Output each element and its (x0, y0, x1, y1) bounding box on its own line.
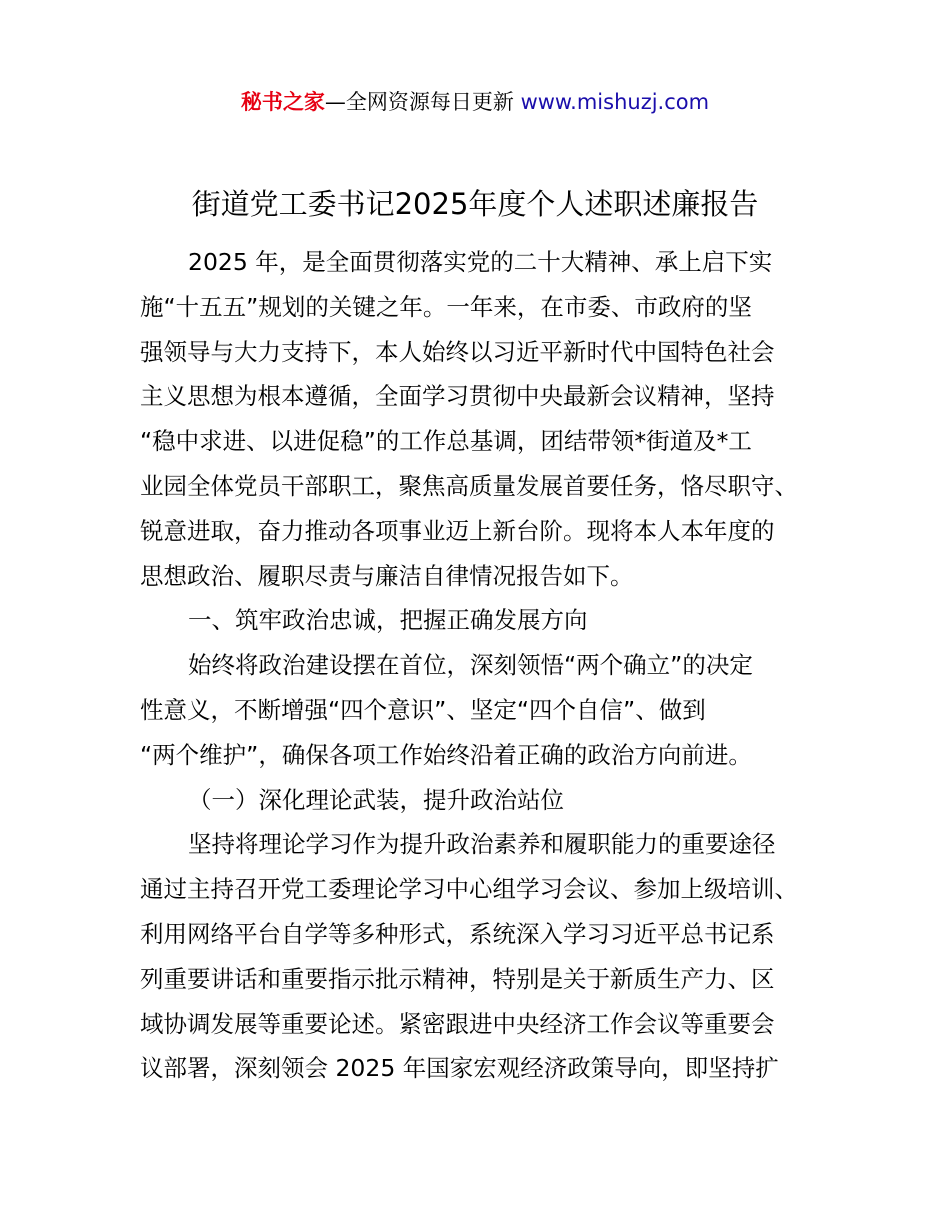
site-header (0, 86, 950, 118)
text-line: 2025 年，是全面贯彻落实党的二十大精神、承上启下实 (188, 248, 773, 276)
brand-name: 秘书之家 (240, 90, 325, 114)
text-line: 性意义，不断增强“四个意识”、坚定“四个自信”、做到 (140, 695, 706, 724)
text-line: 列重要讲话和重要指示批示精神，特别是关于新质生产力、区 (140, 964, 775, 993)
text-line: 业园全体党员干部职工，聚焦高质量发展首要任务，恪尽职守、 (140, 471, 798, 500)
text-line: 坚持将理论学习作为提升政治素养和履职能力的重要途径 (188, 830, 776, 859)
header-tagline: —全网资源每日更新 (324, 90, 521, 114)
text-line: 强领导与大力支持下，本人始终以习近平新时代中国特色社会 (140, 337, 775, 366)
text-line: 通过主持召开党工委理论学习中心组学习会议、参加上级培训、 (140, 875, 798, 904)
text-line: 锐意进取，奋力推动各项事业迈上新台阶。现将本人本年度的 (140, 516, 775, 545)
subsection-heading: （一）深化理论武装，提升政治站位 (188, 785, 564, 814)
text-line: 思想政治、履职尽责与廉洁自律情况报告如下。 (140, 561, 634, 590)
text-line: 始终将政治建设摆在首位，深刻领悟“两个确立”的决定 (188, 651, 753, 680)
document-title: 街道党工委书记2025年度个人述职述廉报告 (191, 187, 759, 221)
text-line: 域协调发展等重要论述。紧密跟进中央经济工作会议等重要会 (140, 1009, 775, 1038)
text-line: 主义思想为根本遵循，全面学习贯彻中央最新会议精神，坚持 (140, 382, 775, 411)
section-heading: 一、筑牢政治忠诚，把握正确发展方向 (188, 606, 588, 635)
text-line: “稳中求进、以进促稳”的工作总基调，团结带领*街道及*工 (140, 427, 752, 456)
text-line: 议部署，深刻领会 2025 年国家宏观经济政策导向，即坚持扩 (140, 1054, 779, 1083)
text-line: 利用网络平台自学等多种形式，系统深入学习习近平总书记系 (140, 919, 775, 948)
text-line: “两个维护”，确保各项工作始终沿着正确的政治方向前进。 (140, 740, 752, 769)
site-url-link[interactable]: www.mishuzj.com (520, 90, 710, 114)
document-body (140, 240, 830, 1091)
text-line: 施“十五五”规划的关键之年。一年来，在市委、市政府的坚 (140, 292, 752, 321)
